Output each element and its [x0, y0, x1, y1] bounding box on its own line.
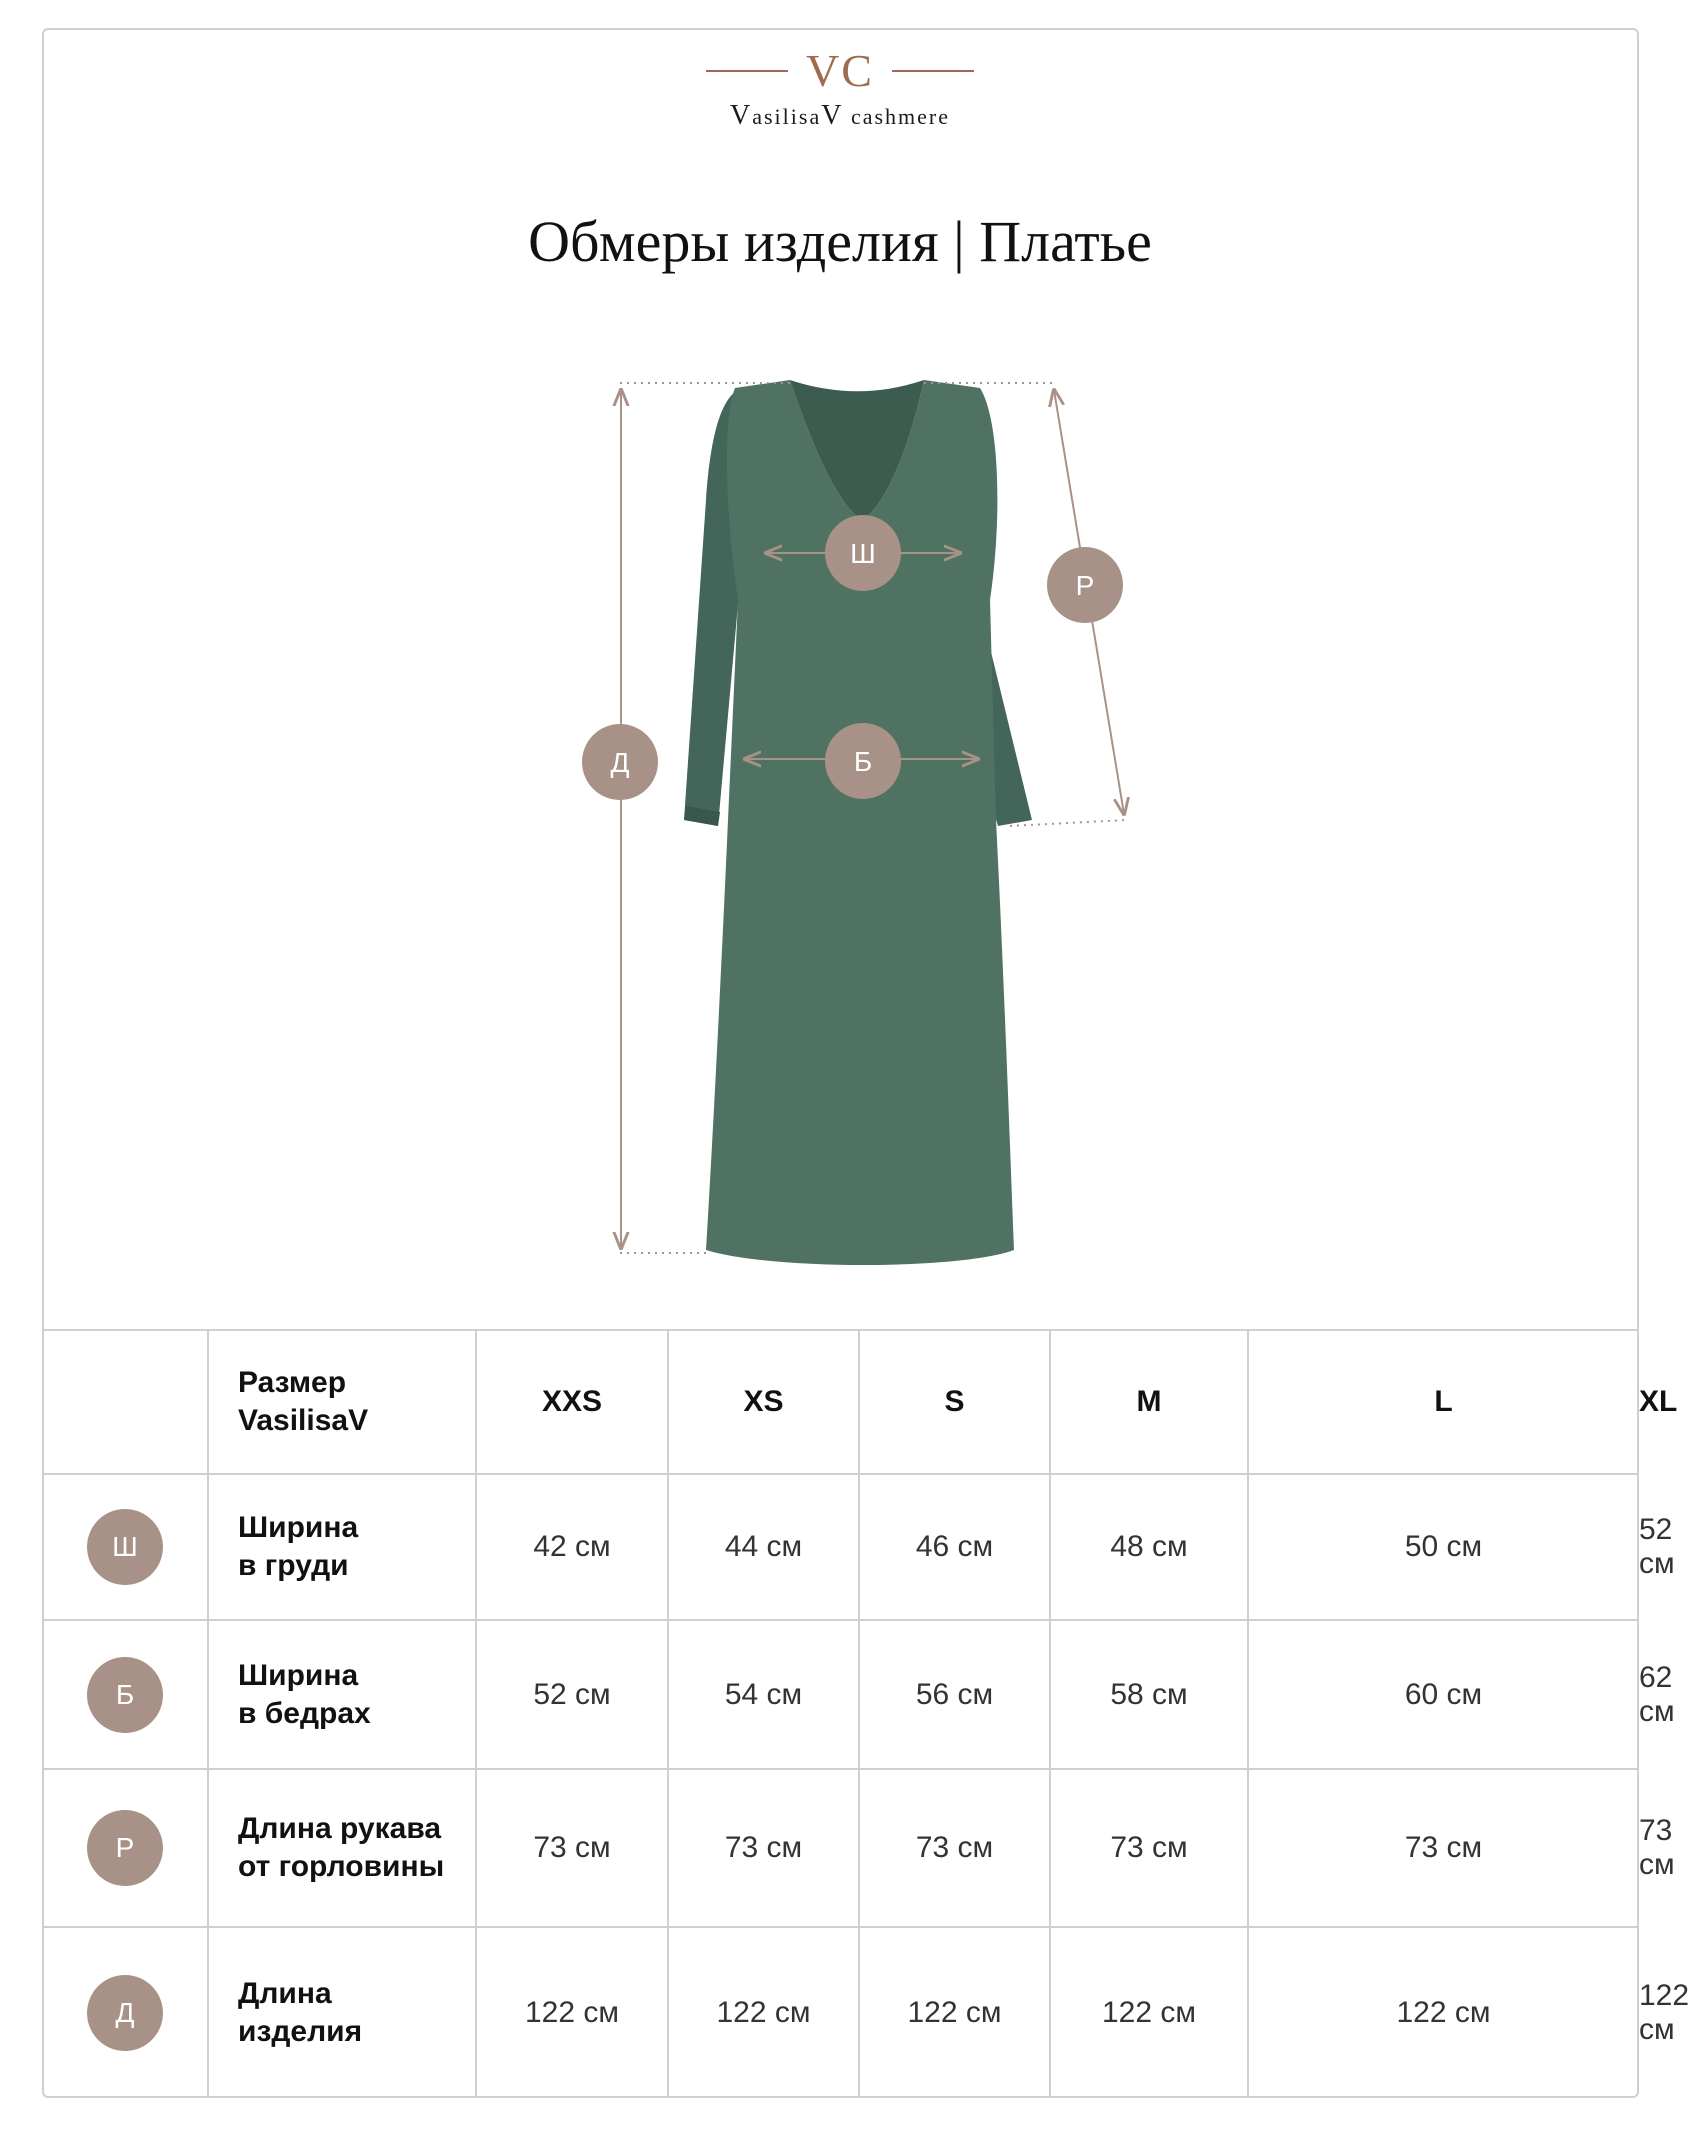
table-cell-value: 42 см — [533, 1530, 611, 1563]
measurement-badge: Д — [87, 1975, 163, 2051]
table-row-badge-cell — [42, 1769, 208, 1927]
svg-text:Р: Р — [1075, 570, 1095, 601]
table-cell-value: 54 см — [724, 1677, 803, 1711]
svg-text:Ш: Ш — [850, 538, 876, 569]
table-cell-value: 73 см — [915, 1831, 994, 1864]
table-row-label: Длина рукава от горловины — [238, 1812, 445, 1883]
marker-length — [582, 724, 658, 800]
size-header-xs: XS — [743, 1384, 784, 1418]
svg-text:Б: Б — [853, 746, 873, 777]
brand-name: VasilisaV cashmere — [729, 100, 951, 131]
table-row-label: Ширина в бедрах — [238, 1658, 371, 1730]
table-cell-value: 122 см — [907, 1995, 1002, 2029]
table-cell-value: 73 см — [1639, 1814, 1675, 1881]
marker-sleeve — [1047, 547, 1123, 623]
table-cell-value: 122 см — [524, 1995, 619, 2029]
table-row-badge-cell — [42, 1620, 208, 1769]
table-cell-value: 44 см — [724, 1530, 803, 1563]
table-row-badge-cell — [42, 1927, 208, 2098]
size-header-s: S — [944, 1384, 965, 1418]
table-cell-value: 122 см — [1101, 1995, 1196, 2029]
marker-hips — [825, 723, 901, 799]
size-header-xxs: XXS — [541, 1384, 603, 1418]
table-cell-value: 122 см — [716, 1995, 811, 2029]
table-cell-value: 60 см — [1404, 1677, 1483, 1711]
svg-text:Д: Д — [610, 747, 630, 778]
measurement-badge: Р — [87, 1810, 163, 1886]
logo-monogram: VC — [806, 45, 874, 96]
size-header-l: L — [1434, 1384, 1453, 1418]
table-cell-value: 58 см — [1110, 1677, 1188, 1711]
table-cell-value: 122 см — [1639, 1978, 1689, 2046]
table-cell-value: 73 см — [1110, 1831, 1188, 1864]
table-header-size-label: Размер VasilisaV — [238, 1365, 369, 1437]
size-header-xl: XL — [1639, 1384, 1678, 1418]
page-title: Обмеры изделия | Платье — [528, 209, 1152, 274]
table-row-badge-cell — [42, 1474, 208, 1620]
table-cell-value: 73 см — [724, 1831, 803, 1864]
table-cell-value: 50 см — [1404, 1530, 1483, 1563]
table-cell-value: 52 см — [533, 1677, 611, 1711]
table-row-label: Ширина в груди — [238, 1511, 359, 1582]
size-table — [42, 1329, 1689, 2098]
measurement-badge: Ш — [87, 1509, 163, 1585]
table-cell-value: 56 см — [915, 1677, 994, 1711]
table-cell-value: 48 см — [1110, 1530, 1188, 1563]
dress-illustration — [684, 380, 1032, 1265]
table-cell-value: 62 см — [1639, 1660, 1675, 1728]
table-cell-value: 73 см — [1404, 1831, 1483, 1864]
table-cell-value: 73 см — [533, 1831, 611, 1864]
table-cell-value: 52 см — [1639, 1513, 1675, 1580]
table-cell-value: 46 см — [915, 1530, 994, 1563]
table-cell-value: 122 см — [1396, 1995, 1491, 2029]
marker-chest — [825, 515, 901, 591]
measurement-badge: Б — [87, 1657, 163, 1733]
table-row-label: Длина изделия — [238, 1976, 363, 2048]
size-header-m: M — [1136, 1384, 1162, 1418]
